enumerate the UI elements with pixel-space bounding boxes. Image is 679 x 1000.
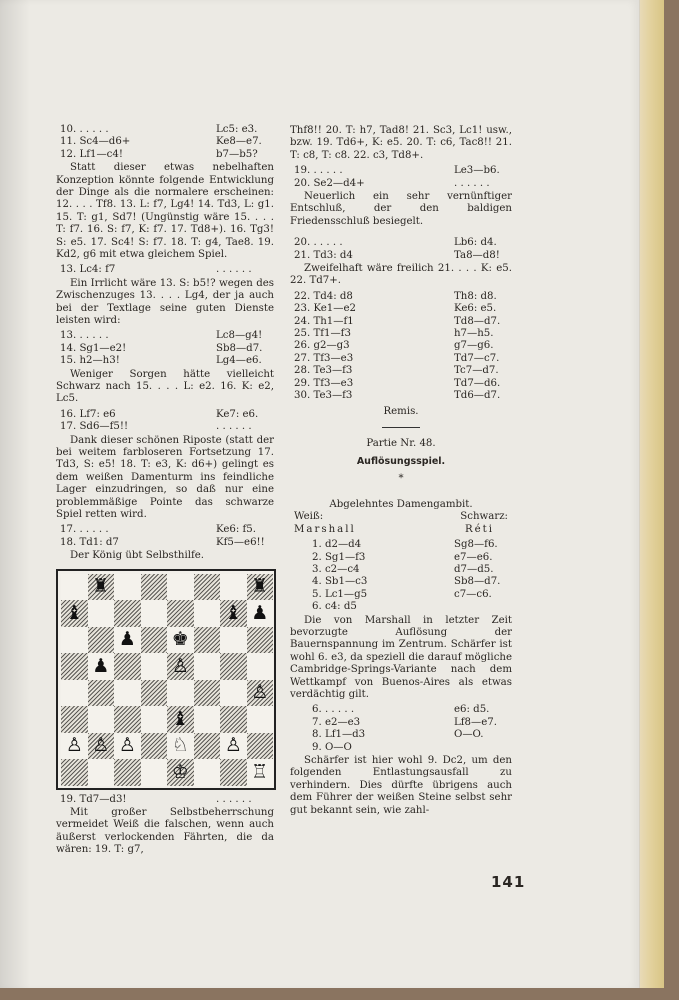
black-move: Lf8—e7. [454, 716, 497, 728]
move-row [290, 353, 512, 365]
black-move: Lc5: e3. [216, 124, 258, 135]
board-square-piece: ♙ [167, 653, 194, 680]
white-move: 24. Th1—f1 [294, 315, 354, 327]
table-strip [0, 988, 679, 1000]
black-move: Ta8—d8! [454, 249, 500, 261]
white-move: 6. c4: d5 [312, 601, 357, 613]
moves-block [56, 409, 274, 434]
left-column [56, 124, 274, 860]
black-move: Th8: d8. [454, 290, 497, 302]
move-row [308, 589, 512, 601]
page-gutter-shadow [0, 0, 30, 990]
annotation-paragraph: Mit großer Selbstbeherrschung vermeidet Weiß die falschen, wenn auch äußerst verlockenden Fährten, die da wären: 19. T: g7, [56, 807, 274, 856]
black-move: b7—b5? [216, 148, 258, 160]
move-row [56, 264, 274, 276]
moves-block [56, 794, 274, 806]
annotation-paragraph: Zweifelhaft wäre freilich 21. . . . K: e5. 22. Td7+. [290, 263, 512, 287]
white-move: 5. Lc1—g5 [312, 588, 368, 600]
board-square [61, 627, 88, 654]
black-move: c7—c6. [454, 588, 492, 600]
black-move: O—O. [454, 729, 484, 741]
white-move: 3. c2—c4 [312, 563, 360, 575]
black-move: . . . . . . [216, 793, 252, 805]
board-square-piece: ♙ [114, 733, 141, 760]
black-move: e7—e6. [454, 551, 493, 563]
white-move: 13. Lc4: f7 [60, 264, 116, 276]
moves-block [56, 524, 274, 549]
black-move: Le3—b6. [454, 165, 500, 177]
board-square [61, 574, 88, 601]
move-row [308, 742, 512, 754]
move-row [56, 355, 274, 367]
white-move: 10. . . . . . [60, 124, 109, 135]
board-square [194, 733, 221, 760]
black-move: Sb8—d7. [454, 576, 501, 588]
white-move: 21. Td3: d4 [294, 249, 353, 261]
white-move: 9. O—O [312, 741, 352, 753]
move-row [308, 729, 512, 741]
black-move: Kf5—e6!! [216, 536, 265, 548]
white-move: 28. Te3—f3 [294, 365, 353, 377]
black-move: Lb6: d4. [454, 237, 497, 249]
move-row [308, 539, 512, 551]
white-move: 27. Tf3—e3 [294, 352, 354, 364]
board-square [114, 653, 141, 680]
white-label: Weiß: [294, 511, 324, 523]
board-square-piece: ♟ [88, 653, 115, 680]
white-move: 13. . . . . . [60, 330, 109, 342]
move-row [308, 704, 512, 716]
star-ornament: * [398, 472, 404, 484]
white-player: Marshall [294, 523, 356, 535]
right-column [290, 124, 512, 820]
move-row [56, 421, 274, 433]
white-move: 23. Ke1—e2 [294, 303, 356, 315]
player-names [290, 524, 512, 536]
moves-block [56, 124, 274, 161]
move-row [290, 378, 512, 390]
black-move: g7—g6. [454, 340, 494, 352]
white-move: 16. Lf7: e6 [60, 408, 116, 420]
black-move: Lg4—e6. [216, 355, 262, 367]
board-square-piece: ♔ [167, 759, 194, 786]
board-square [220, 706, 247, 733]
board-square [194, 574, 221, 601]
move-row [290, 328, 512, 340]
board-square-piece: ♚ [167, 627, 194, 654]
board-square [167, 680, 194, 707]
white-move: 25. Tf1—f3 [294, 327, 351, 339]
black-move: h7—h5. [454, 327, 494, 339]
game-subtitle: Auflösungsspiel. [356, 456, 446, 468]
move-row [56, 409, 274, 421]
board-square [141, 680, 168, 707]
move-row [308, 564, 512, 576]
board-square [141, 733, 168, 760]
white-move: 12. Lf1—c4! [60, 148, 123, 160]
white-move: 6. . . . . . [312, 704, 355, 716]
board-square [194, 759, 221, 786]
board-square [167, 574, 194, 601]
board-square-piece: ♟ [247, 600, 274, 627]
black-label: Schwarz: [460, 511, 508, 523]
move-row [308, 552, 512, 564]
black-move: . . . . . . [454, 177, 490, 189]
board-square [194, 653, 221, 680]
board-square [114, 574, 141, 601]
white-move: 18. Td1: d7 [60, 536, 119, 548]
move-row [290, 365, 512, 377]
move-row [290, 303, 512, 315]
board-square [114, 706, 141, 733]
board-square [194, 680, 221, 707]
board-square [194, 706, 221, 733]
game-result: Remis. [383, 406, 419, 418]
moves-block [290, 165, 512, 190]
board-square [167, 600, 194, 627]
board-square [114, 600, 141, 627]
board-square [61, 653, 88, 680]
color-labels [290, 511, 512, 523]
black-move: Ke7: e6. [216, 408, 259, 420]
move-row [290, 390, 512, 402]
black-move: Td7—c7. [454, 352, 500, 364]
black-move: Sg8—f6. [454, 539, 498, 551]
move-row [308, 717, 512, 729]
board-square-piece: ♝ [167, 706, 194, 733]
board-square [194, 627, 221, 654]
game-title: Partie Nr. 48. [366, 437, 436, 449]
board-square [88, 706, 115, 733]
moves-block [290, 704, 512, 754]
moves-block [290, 539, 512, 613]
board-square-piece: ♜ [247, 574, 274, 601]
board-square [220, 759, 247, 786]
board-square-piece: ♖ [247, 759, 274, 786]
move-row [290, 250, 512, 262]
board-square [247, 653, 274, 680]
white-move: 30. Te3—f3 [294, 389, 353, 401]
chess-board-grid [61, 574, 271, 786]
annotation-paragraph: Neuerlich ein sehr vernünftiger Entschluß, der den baldigen Friedensschluß besiegelt. [290, 191, 512, 227]
black-move: Ke6: e5. [454, 303, 497, 315]
white-move: 1. d2—d4 [312, 539, 362, 551]
annotation-paragraph: Schärfer ist hier wohl 9. Dc2, um den folgenden Entlastungsausfall zu verhindern. Dies dürfte übrigens auch dem Führer der weißen Steine selbst sehr gut bekannt sein, wie zahl- [290, 754, 512, 816]
board-square [141, 627, 168, 654]
board-square [194, 600, 221, 627]
board-square [141, 706, 168, 733]
move-row [56, 124, 274, 136]
black-move: Ke8—e7. [216, 136, 262, 148]
white-move: 19. Td7—d3! [60, 793, 127, 805]
black-move: . . . . . . [216, 264, 252, 276]
move-row [56, 794, 274, 806]
board-square [220, 680, 247, 707]
move-row [290, 237, 512, 249]
white-move: 19. . . . . . [294, 165, 343, 177]
black-move: d7—d5. [454, 563, 494, 575]
black-move: Td6—d7. [454, 389, 501, 401]
board-square-piece: ♙ [247, 680, 274, 707]
white-move: 17. . . . . . [60, 524, 109, 536]
moves-block [56, 264, 274, 276]
white-move: 11. Sc4—d6+ [60, 136, 131, 148]
board-square [247, 706, 274, 733]
move-row [290, 316, 512, 328]
board-square-piece: ♝ [220, 600, 247, 627]
move-row [290, 291, 512, 303]
board-square [220, 627, 247, 654]
board-square-piece: ♝ [61, 600, 88, 627]
annotation-paragraph: Die von Marshall in letzter Zeit bevorzugte Auflösung der Bauernspannung im Zentrum. Schärfer ist wohl 6. e3, da speziell die darauf mögliche Cambridge-Springs-Variante nach dem Wettkampf von Buenos-Aires als etwas verdächtig gilt. [290, 614, 512, 700]
white-move: 26. g2—g3 [294, 340, 350, 352]
annotation-paragraph: Dank dieser schönen Riposte (statt der bei weitem farbloseren Fortsetzung 17. Td3, S: e5! 18. T: e3, K: d6+) gelingt es dem weißen Damenturm ins feindliche Lager einzudringen, so daß nur eine problemmäßige Pointe das schwarze Spiel retten wird. [56, 434, 274, 521]
board-square [247, 733, 274, 760]
white-move: 7. e2—e3 [312, 716, 361, 728]
board-square-piece: ♘ [167, 733, 194, 760]
move-row [56, 343, 274, 355]
move-row [308, 601, 512, 613]
divider [382, 427, 420, 428]
board-square [141, 759, 168, 786]
black-move [454, 601, 512, 613]
annotation-paragraph: Thf8!! 20. T: h7, Tad8! 21. Sc3, Lc1! usw., bzw. 19. Td6+, K: e5. 20. T: c6, Tac8!! 21. T: c8, T: c8. 22. c3, Td8+. [290, 125, 512, 161]
white-move: 4. Sb1—c3 [312, 576, 368, 588]
board-square [220, 653, 247, 680]
move-row [290, 165, 512, 177]
black-move [454, 742, 512, 754]
board-square-piece: ♙ [88, 733, 115, 760]
white-move: 2. Sg1—f3 [312, 551, 366, 563]
book-page-edges [638, 0, 664, 990]
board-square [88, 627, 115, 654]
white-move: 20. Se2—d4+ [294, 177, 365, 189]
board-square [141, 653, 168, 680]
board-square [114, 680, 141, 707]
moves-block [290, 291, 512, 403]
board-square [247, 627, 274, 654]
black-move: Ke6: f5. [216, 524, 257, 536]
board-square [220, 574, 247, 601]
board-square [88, 600, 115, 627]
white-move: 15. h2—h3! [60, 355, 120, 367]
opening-name: Abgelehntes Damengambit. [329, 498, 473, 510]
move-row [290, 340, 512, 352]
board-square [88, 680, 115, 707]
page-number: 141 [491, 873, 526, 891]
board-square [141, 574, 168, 601]
board-square [114, 759, 141, 786]
black-move: Sb8—d7. [216, 342, 263, 354]
white-move: 22. Td4: d8 [294, 290, 353, 302]
black-move: Lc8—g4! [216, 330, 263, 342]
board-square-piece: ♟ [114, 627, 141, 654]
white-move: 14. Sg1—e2! [60, 342, 127, 354]
move-row [290, 178, 512, 190]
board-square [88, 759, 115, 786]
board-square [61, 706, 88, 733]
white-move: 20. . . . . . [294, 237, 343, 249]
moves-block [290, 237, 512, 262]
black-move: Tc7—d7. [454, 365, 499, 377]
black-move: . . . . . . [216, 421, 252, 433]
move-row [56, 537, 274, 549]
annotation-paragraph: Ein Irrlicht wäre 13. S: b5!? wegen des Zwischenzuges 13. . . . Lg4, der ja auch bei der Textlage seine guten Dienste leisten wird: [56, 277, 274, 327]
board-square [61, 759, 88, 786]
diagram-caption: Der König übt Selbsthilfe. [70, 550, 204, 562]
white-move: 29. Tf3—e3 [294, 377, 354, 389]
board-square [141, 600, 168, 627]
annotation-paragraph: Weniger Sorgen hätte vielleicht Schwarz nach 15. . . . L: e2. 16. K: e2, Lc5. [56, 368, 274, 405]
move-row [56, 149, 274, 161]
board-square-piece: ♙ [61, 733, 88, 760]
white-move: 17. Sd6—f5!! [60, 421, 129, 433]
move-row [56, 330, 274, 342]
board-square [61, 680, 88, 707]
annotation-paragraph: Statt dieser etwas nebelhaften Konzeption könnte folgende Entwicklung der Dinge als die normalere erscheinen: 12. . . . Tf8. 13. L: f7, Lg4! 14. Td3, L: g1. 15. T: g1, Sd7! (Ungünstig wäre 15. . . . T: f7. 16. S: f7, K: f7. 17. Td8+). 16. Tg3! S: e5. 17. Sc4! S: f7. 18. T: g4, Tae8. 19. Kd2, g6 mit etwa gleichem Spiel. [56, 162, 274, 261]
board-square-piece: ♙ [220, 733, 247, 760]
black-move: Td8—d7. [454, 315, 501, 327]
moves-block [56, 330, 274, 367]
move-row [308, 576, 512, 588]
white-move: 8. Lf1—d3 [312, 729, 366, 741]
board-square-piece: ♜ [88, 574, 115, 601]
black-move: Td7—d6. [454, 377, 501, 389]
black-move: e6: d5. [454, 704, 490, 716]
move-row [56, 524, 274, 536]
move-row [56, 136, 274, 148]
chess-diagram [56, 569, 276, 790]
black-player: Réti [464, 523, 494, 535]
